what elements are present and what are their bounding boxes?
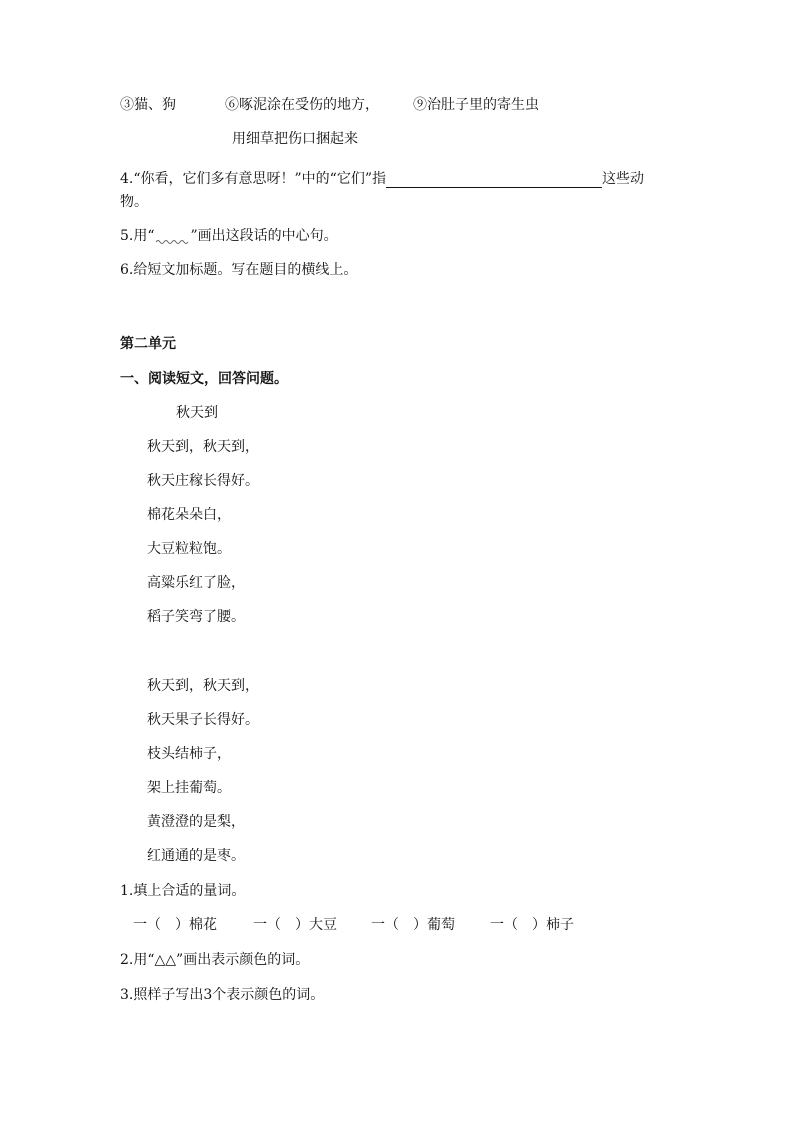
fill-close-paren: ） bbox=[295, 917, 309, 933]
fill-close-paren: ） bbox=[532, 917, 546, 933]
poem-title: 秋天到 bbox=[176, 405, 218, 421]
option-9: ⑨治肚子里的寄生虫 bbox=[413, 97, 539, 113]
question-4-continuation: 物。 bbox=[120, 194, 148, 210]
poem-line: 棉花朵朵白， bbox=[147, 507, 231, 523]
poem-line: 枝头结柿子， bbox=[147, 746, 231, 762]
unit-title: 第二单元 bbox=[120, 336, 176, 352]
fill-open-paren: （ bbox=[147, 917, 161, 933]
fill-word: 葡萄 bbox=[427, 917, 455, 933]
question-b1: 1.填上合适的量词。 bbox=[120, 883, 246, 899]
poem-line: 秋天到，秋天到， bbox=[147, 678, 259, 694]
poem-line: 秋天庄稼长得好。 bbox=[147, 473, 259, 489]
question-5-suffix: ”画出这段话的中心句。 bbox=[190, 228, 338, 244]
fill-close-paren: ） bbox=[175, 917, 189, 933]
fill-word: 大豆 bbox=[309, 917, 337, 933]
fill-yi: 一 bbox=[133, 917, 147, 933]
fill-item bbox=[253, 916, 337, 934]
fill-item bbox=[490, 916, 574, 934]
section-instruction: 一、阅读短文，回答问题。 bbox=[120, 371, 288, 387]
fill-item bbox=[371, 916, 455, 934]
fill-item bbox=[133, 916, 217, 934]
question-5 bbox=[120, 227, 338, 245]
fill-yi: 一 bbox=[490, 917, 504, 933]
poem-line: 高粱乐红了脸， bbox=[147, 575, 245, 591]
fill-close-paren: ） bbox=[413, 917, 427, 933]
option-3: ③猫、狗 bbox=[120, 97, 176, 113]
question-4 bbox=[120, 170, 644, 188]
fill-word: 柿子 bbox=[546, 917, 574, 933]
fill-yi: 一 bbox=[371, 917, 385, 933]
poem-line: 秋天到，秋天到， bbox=[147, 439, 259, 455]
fill-open-paren: （ bbox=[267, 917, 281, 933]
answer-blank-q4[interactable] bbox=[386, 173, 602, 188]
fill-word: 棉花 bbox=[189, 917, 217, 933]
fill-open-paren: （ bbox=[385, 917, 399, 933]
poem-line: 黄澄澄的是梨， bbox=[147, 814, 245, 830]
option-6-continuation: 用细草把伤口捆起来 bbox=[232, 131, 358, 147]
poem-line: 大豆粒粒饱。 bbox=[147, 541, 231, 557]
poem-line: 架上挂葡萄。 bbox=[147, 780, 231, 796]
poem-line: 稻子笑弯了腰。 bbox=[147, 609, 245, 625]
fill-yi: 一 bbox=[253, 917, 267, 933]
wavy-line-icon bbox=[155, 231, 191, 245]
option-6: ⑥啄泥涂在受伤的地方， bbox=[225, 97, 379, 113]
question-b3: 3.照样子写出3个表示颜色的词。 bbox=[120, 987, 325, 1003]
question-6: 6.给短文加标题。写在题目的横线上。 bbox=[120, 262, 358, 278]
fill-open-paren: （ bbox=[504, 917, 518, 933]
poem-line: 秋天果子长得好。 bbox=[147, 712, 259, 728]
question-5-prefix: 5.用“ bbox=[120, 228, 155, 244]
poem-line: 红通通的是枣。 bbox=[147, 848, 245, 864]
question-4-suffix: 这些动 bbox=[602, 171, 644, 187]
question-b2: 2.用“△△”画出表示颜色的词。 bbox=[120, 952, 310, 968]
question-4-prefix: 4.“你看，它们多有意思呀！”中的“它们”指 bbox=[120, 171, 386, 187]
